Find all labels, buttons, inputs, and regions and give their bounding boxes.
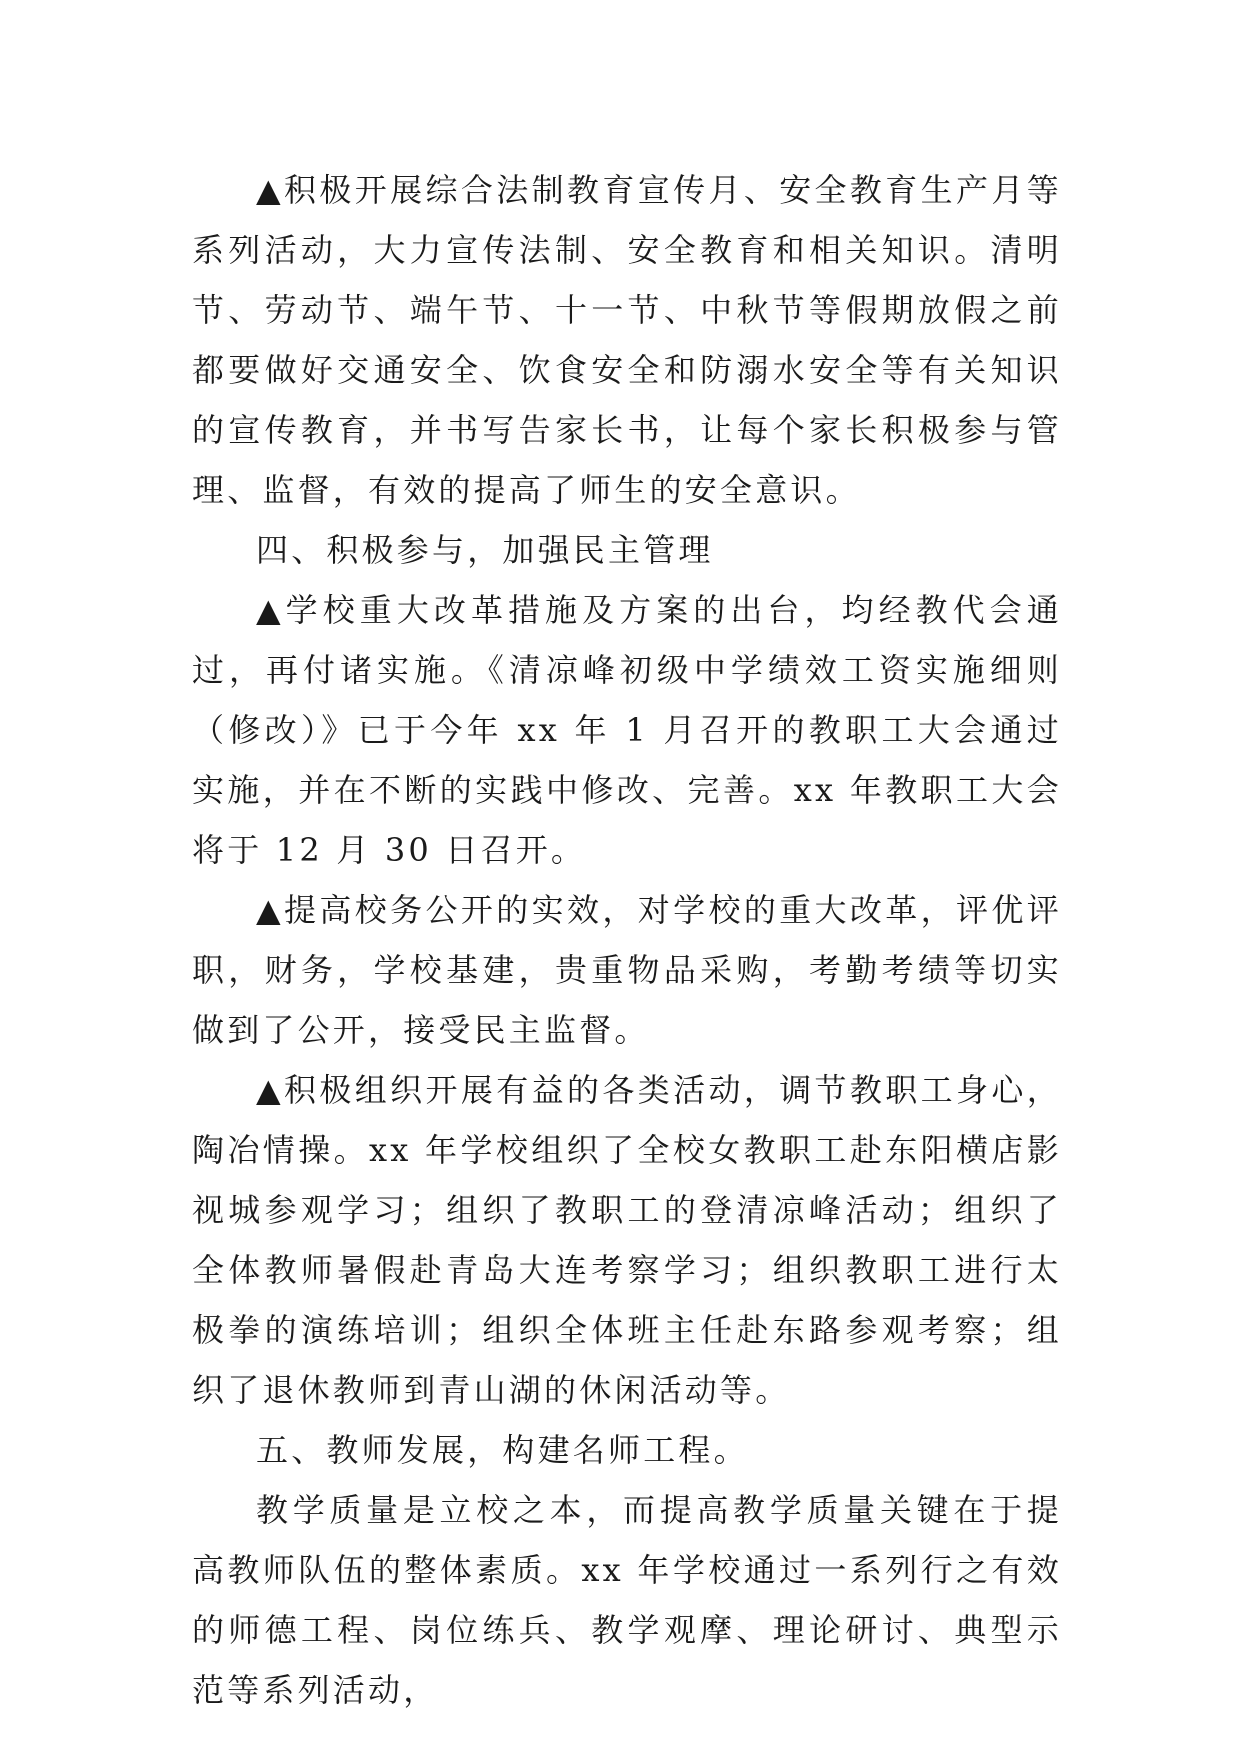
document-body [192, 160, 1062, 1720]
paragraph-reform-measures: ▲学校重大改革措施及方案的出台，均经教代会通过，再付诸实施。《清凉峰初级中学绩效工资实施细则（修改）》已于今年 xx 年 1 月召开的教职工大会通过实施，并在不断的实践中修改、完善。xx 年教职工大会将于 12 月 30 日召开。 [192, 591, 1062, 869]
section-heading-democratic-management: 四、积极参与，加强民主管理 [256, 531, 714, 569]
paragraph-staff-activities: ▲积极组织开展有益的各类活动，调节教职工身心，陶冶情操。xx 年学校组织了全校女教职工赴东阳横店影视城参观学习；组织了教职工的登清凉峰活动；组织了全体教师暑假赴青岛大连考察学习；组织教职工进行太极拳的演练培训；组织全体班主任赴东路参观考察；组织了退休教师到青山湖的休闲活动等。 [192, 1071, 1062, 1409]
section-heading-teacher-development: 五、教师发展，构建名师工程。 [256, 1431, 749, 1469]
paragraph-school-affairs-openness: ▲提高校务公开的实效，对学校的重大改革，评优评职，财务，学校基建，贵重物品采购，考勤考绩等切实做到了公开，接受民主监督。 [192, 891, 1062, 1049]
paragraph-safety-education: ▲积极开展综合法制教育宣传月、安全教育生产月等系列活动，大力宣传法制、安全教育和相关知识。清明节、劳动节、端午节、十一节、中秋节等假期放假之前都要做好交通安全、饮食安全和防溺水安全等有关知识的宣传教育，并书写告家长书，让每个家长积极参与管理、监督，有效的提高了师生的安全意识。 [192, 171, 1062, 509]
paragraph-teaching-quality: 教学质量是立校之本，而提高教学质量关键在于提高教师队伍的整体素质。xx 年学校通过一系列行之有效的师德工程、岗位练兵、教学观摩、理论研讨、典型示范等系列活动， [192, 1491, 1062, 1709]
